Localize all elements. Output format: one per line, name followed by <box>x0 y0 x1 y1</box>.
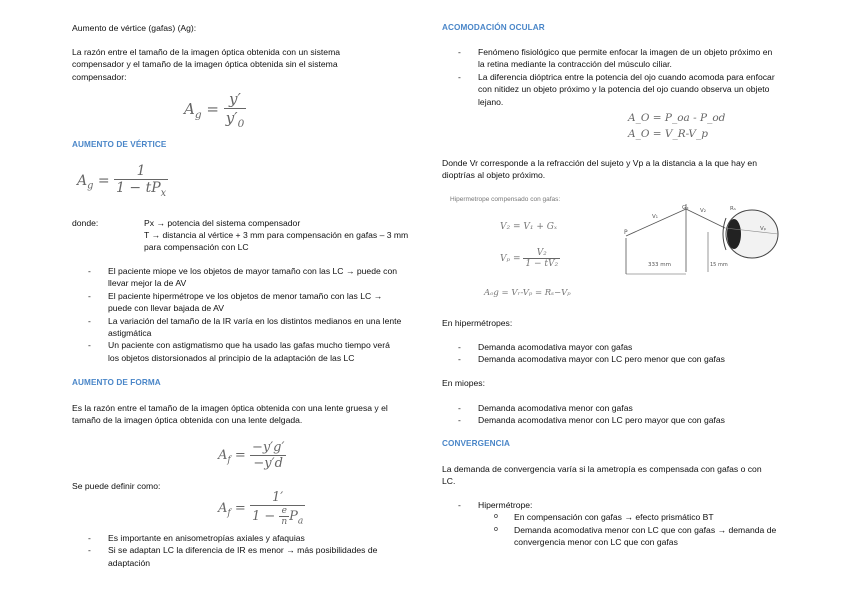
list-item: - El paciente hipermétrope ve los objetos de menor tamaño con las LC → puede con llevar bajada de AV <box>72 290 402 315</box>
figure-formula-v2: V₂ = V₁ + Gₓ <box>500 222 558 232</box>
label-v2: V₂ <box>700 208 706 214</box>
figure-formula-aog: Aₒg = Vᵣ-Vₚ = Rₛ−Vₚ <box>484 288 571 298</box>
convergencia-bullets <box>442 499 777 549</box>
list-item: - Demanda acomodativa menor con gafas <box>442 402 777 414</box>
eye-lens <box>727 219 741 249</box>
list-item: - Demanda acomodativa mayor con LC pero menor que con gafas <box>442 353 777 365</box>
heading-convergencia: CONVERGENCIA <box>442 439 511 448</box>
label-v1: V₁ <box>652 214 658 220</box>
intro-title: Aumento de vértice (gafas) (Ag): <box>72 23 197 33</box>
equation-ao-vr: A_O = V_R-V_p <box>628 128 708 140</box>
label-r: Rₛ <box>730 206 736 212</box>
equation-ag-power: $A_g$ = $\frac{1}{1 - tP_x}$ <box>77 163 167 199</box>
convergencia-text: La demanda de convergencia varía si la ametropía es compensada con gafas o con LC. <box>442 464 762 487</box>
equation-ao-power: A_O = P_oa - P_od <box>628 112 726 124</box>
list-item: - Si se adaptan LC la diferencia de IR es menor → más posibilidades de adaptación <box>72 544 402 569</box>
donde-px: Px → potencia del sistema compensador <box>144 218 301 228</box>
af-bullets <box>72 532 402 569</box>
hipermetrope-item: Hipermétrope: <box>478 500 533 510</box>
list-item <box>442 499 777 549</box>
donde-text: Donde Vr corresponde a la refracción del sujeto y Vp a la distancia a la que hay en dioptrías al objeto próximo. <box>442 158 757 181</box>
hiper-bullets <box>442 341 777 366</box>
list-item: - El paciente miope ve los objetos de mayor tamaño con las LC → puede con llevar mejor la de AV <box>72 265 402 290</box>
equation-ag-ratio: $A_g$ = $\frac{y'}{y'_0}$ <box>184 90 245 130</box>
convergencia-sub-bullets <box>478 511 777 548</box>
list-item: - Un paciente con astigmatismo que ha usado las gafas mucho tiempo verá los objetos distorsionados al principio de la adaptación de las LC <box>72 339 402 364</box>
figure-caption: Hipermetrope compensado con gafas: <box>450 196 561 203</box>
acomodacion-bullets <box>442 46 777 108</box>
hiper-label: En hipermétropes: <box>442 318 513 328</box>
eye-diagram <box>622 202 782 282</box>
list-item: - Demanda acomodativa mayor con gafas <box>442 341 777 353</box>
list-item: - Es importante en anisometropías axiales y afaquias <box>72 532 402 544</box>
list-item: - Fenómeno fisiológico que permite enfocar la imagen de un objeto próximo en la retina mediante la contracción del músculo ciliar. <box>442 46 777 71</box>
definir-text: Se puede definir como: <box>72 481 161 491</box>
miopes-bullets <box>442 402 777 427</box>
list-item: - La variación del tamaño de la IR varía en los distintos medianos en una lente astigmática <box>72 315 402 340</box>
label-vp: Vₚ <box>760 226 767 232</box>
lc-size-bullets <box>72 265 402 364</box>
figure-formula-vp: Vₚ = $\frac{\text{V₂}}{\text{1 − tV₂}}$ <box>500 248 559 269</box>
equation-af-ratio: $A_f$ = $\frac{-y'g'}{-y'd}$ <box>218 440 285 471</box>
label-distance: 333 mm <box>648 262 671 268</box>
list-item: o Demanda acomodativa menor con LC que con gafas → demanda de convergencia menor con LC que con gafas <box>478 524 777 549</box>
heading-aumento-vertice: AUMENTO DE VÉRTICE <box>72 140 167 149</box>
label-15mm: 15 mm <box>710 262 728 268</box>
intro-text: La razón entre el tamaño de la imagen óptica obtenida con un sistema compensador y el tamaño de la imagen óptica obtenida sin el sistema compensador: <box>72 47 341 82</box>
label-p: P <box>624 229 628 236</box>
list-item: - La diferencia dióptrica entre la potencia del ojo cuando acomoda para enfocar con nitidez un objeto próximo y la potencia del ojo cuando observa un objeto lejano. <box>442 71 777 108</box>
list-item: - Demanda acomodativa menor con LC pero mayor que con gafas <box>442 414 777 426</box>
forma-text: Es la razón entre el tamaño de la imagen óptica obtenida con una lente gruesa y el tamaño de la imagen óptica obtenida con una lente delgada. <box>72 403 388 426</box>
donde-t: T → distancia al vértice + 3 mm para compensación en gafas – 3 mm para compensación con LC <box>144 230 409 253</box>
donde-label: donde: <box>72 218 99 228</box>
label-g: Gₓ <box>682 205 689 211</box>
equation-af-thick: $A_f$ = 1′ 1 − $\frac{e}{n}$ $P_a$ <box>218 490 304 527</box>
heading-acomodacion: ACOMODACIÓN OCULAR <box>442 23 545 32</box>
hypermetrope-figure <box>442 196 782 306</box>
miopes-label: En miopes: <box>442 378 485 388</box>
list-item: o En compensación con gafas → efecto prismático BT <box>478 511 777 523</box>
heading-aumento-forma: AUMENTO DE FORMA <box>72 378 161 387</box>
